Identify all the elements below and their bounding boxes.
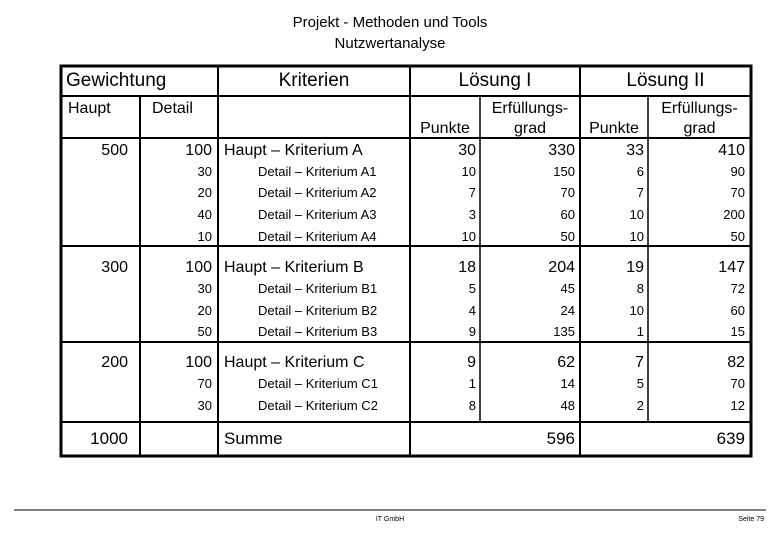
header-loesung1: Lösung I [458,70,532,91]
detail-e2: 200 [723,207,745,222]
header-haupt: Haupt [68,100,111,117]
main-p1-c: 9 [467,354,476,371]
detail-e1: 50 [560,229,575,244]
detail-e1: 48 [560,398,575,413]
detail-e1: 60 [560,207,575,222]
main-p2-b: 19 [626,259,644,276]
main-p1-a: 30 [458,142,476,159]
header-erfuellung1-a: Erfüllungs- [491,100,569,117]
header-detail: Detail [152,100,193,117]
detail-p2: 5 [636,376,644,391]
main-e1-c: 62 [557,354,575,371]
detail-e2: 12 [730,398,745,413]
detail-e2: 15 [730,324,745,339]
detail-p2: 2 [636,398,644,413]
detail-p1: 4 [468,303,476,318]
haupt-weight-c: 200 [101,354,128,371]
detail-weight: 70 [197,376,212,391]
page-subtitle: Nutzwertanalyse [334,35,446,52]
detail-name: Detail – Kriterium C2 [258,398,378,413]
detail-name: Detail – Kriterium B1 [258,281,378,296]
sum-e1: 596 [546,429,575,448]
detail-p1: 10 [461,164,476,179]
main-p1-b: 18 [458,259,476,276]
main-weight-b: 100 [185,259,212,276]
main-name-a: Haupt – Kriterium A [224,142,363,159]
detail-p1: 3 [468,207,476,222]
detail-p2: 10 [629,229,644,244]
detail-weight: 30 [197,281,212,296]
detail-e1: 70 [560,185,575,200]
detail-p1: 9 [468,324,476,339]
main-name-b: Haupt – Kriterium B [224,259,364,276]
detail-weight: 30 [197,164,212,179]
detail-e2: 72 [730,281,745,296]
detail-p2: 6 [636,164,644,179]
haupt-weight-a: 500 [101,142,128,159]
header-loesung2: Lösung II [626,70,705,91]
main-e2-c: 82 [727,354,745,371]
detail-e2: 70 [730,185,745,200]
detail-p2: 10 [629,207,644,222]
detail-e2: 60 [730,303,745,318]
detail-name: Detail – Kriterium A1 [258,164,377,179]
detail-name: Detail – Kriterium B3 [258,324,378,339]
detail-p1: 5 [468,281,476,296]
header-erfuellung1-b: grad [513,120,547,137]
detail-p2: 8 [636,281,644,296]
detail-name: Detail – Kriterium A3 [258,207,377,222]
detail-p1: 1 [468,376,476,391]
main-e2-b: 147 [718,259,745,276]
detail-weight: 40 [197,207,212,222]
sum-weight: 1000 [90,429,128,448]
detail-p2: 10 [629,303,644,318]
detail-e1: 135 [553,324,575,339]
detail-name: Detail – Kriterium B2 [258,303,378,318]
detail-name: Detail – Kriterium A2 [258,185,377,200]
detail-e1: 24 [560,303,575,318]
footer-company: IT GmbH [375,516,405,523]
main-e1-b: 204 [548,259,575,276]
header-erfuellung2-b: grad [683,120,716,137]
main-e1-a: 330 [548,142,575,159]
detail-p1: 7 [468,185,476,200]
sum-label: Summe [224,429,283,448]
haupt-weight-b: 300 [101,259,128,276]
main-weight-c: 100 [185,354,212,371]
detail-e2: 90 [730,164,745,179]
main-name-c: Haupt – Kriterium C [224,354,365,371]
header-gewichtung: Gewichtung [66,70,167,91]
detail-e2: 70 [730,376,745,391]
header-punkte1: Punkte [420,120,470,137]
detail-p1: 8 [468,398,476,413]
page-title: Projekt - Methoden und Tools [292,14,488,31]
header-erfuellung2-a: Erfüllungs- [661,100,738,117]
detail-p2: 7 [636,185,644,200]
detail-e1: 45 [560,281,575,296]
detail-weight: 20 [197,185,212,200]
detail-weight: 20 [197,303,212,318]
detail-p2: 1 [636,324,644,339]
detail-e2: 50 [730,229,745,244]
main-e2-a: 410 [718,142,745,159]
detail-e1: 14 [560,376,575,391]
main-weight-a: 100 [185,142,212,159]
detail-weight: 50 [197,324,212,339]
main-p2-c: 7 [635,354,644,371]
detail-name: Detail – Kriterium A4 [258,229,377,244]
detail-weight: 30 [197,398,212,413]
detail-name: Detail – Kriterium C1 [258,376,378,391]
header-punkte2: Punkte [589,120,639,137]
detail-e1: 150 [553,164,575,179]
sum-e2: 639 [716,429,745,448]
main-p2-a: 33 [626,142,644,159]
footer-page: Seite 79 [738,516,764,523]
header-kriterien: Kriterien [278,70,350,91]
detail-weight: 10 [197,229,212,244]
detail-p1: 10 [461,229,476,244]
